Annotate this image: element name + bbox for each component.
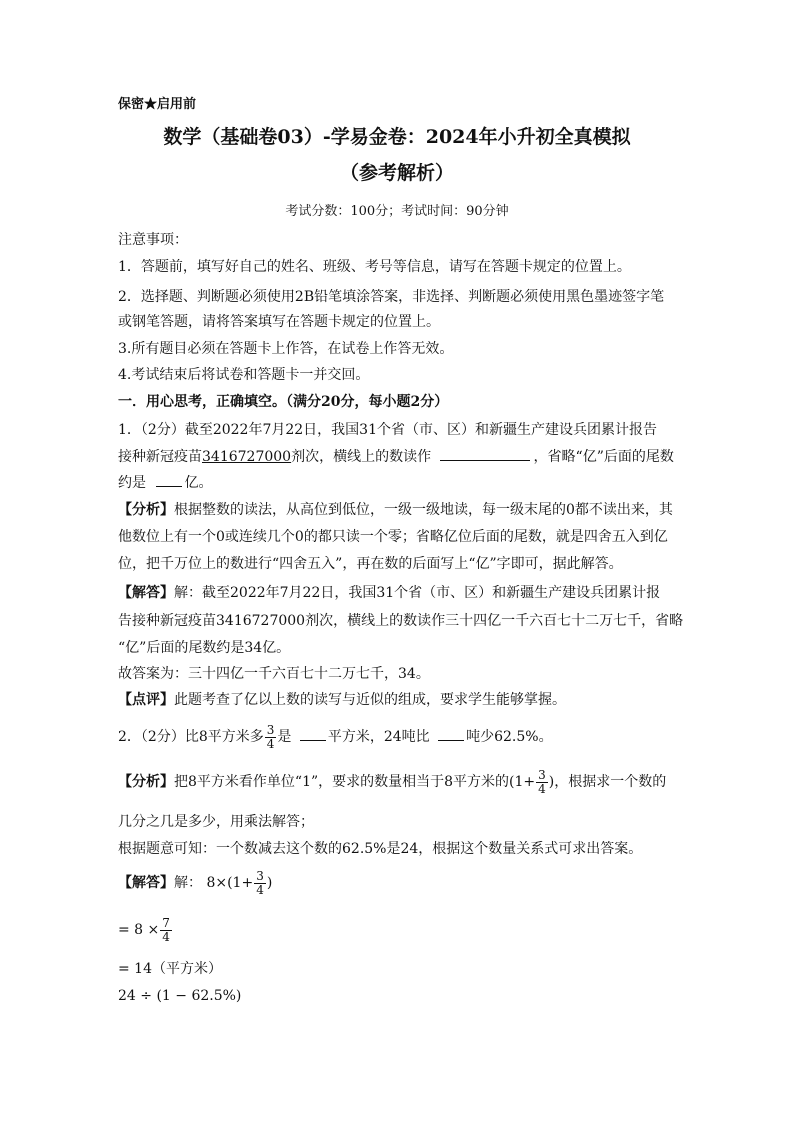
q2-text: 吨少62.5%。 — [466, 729, 553, 745]
q2-text: 平方米，24吨比 — [327, 729, 430, 745]
section-heading: 一．用心思考，正确填空。（满分20分，每小题2分） — [118, 394, 449, 410]
fraction: $\frac{3}{4}$ — [256, 868, 264, 897]
analysis-label: 【分析】 — [118, 774, 174, 790]
q1-solution-1 — [118, 584, 660, 602]
analysis-text: 把8平方米看作单位“1”，要求的数量相当于8平方米的 — [174, 774, 510, 790]
q1-text: 约是 — [118, 475, 146, 491]
math-expr: ) — [548, 774, 555, 790]
exam-info: 考试分数：100分；考试时间：90分钟 — [285, 204, 509, 219]
q1-text: 亿。 — [184, 475, 213, 491]
q1-answer: 故答案为：三十四亿一千六百七十二万七千，34。 — [118, 666, 430, 682]
answer-blank[interactable] — [300, 726, 326, 741]
note-3: 3.所有题目必须在答题卡上作答，在试卷上作答无效。 — [118, 341, 454, 357]
math-expr: ) — [266, 875, 273, 891]
q2-stem — [118, 722, 553, 752]
q1-number: 3416727000 — [202, 449, 292, 465]
q1-analysis-2: 他数位上有一个0或连续几个0的都只读一个零；省略亿位后面的尾数，就是四舍五入到亿 — [118, 529, 668, 545]
answer-blank[interactable] — [438, 726, 464, 741]
math-expr: (1+ — [509, 774, 536, 790]
notes-heading: 注意事项： — [118, 232, 188, 248]
confidential-mark: 保密★启用前 — [118, 97, 197, 112]
q2-step-4: 24 ÷ (1 − 62.5%) — [118, 988, 242, 1004]
q1-line-3 — [118, 472, 212, 492]
q1-solution-3: “亿”后面的尾数约是34亿。 — [118, 640, 291, 656]
note-2a: 2．选择题、判断题必须使用2B铅笔填涂答案，非选择、判断题必须使用黑色墨迹签字笔 — [118, 289, 665, 305]
q2-text: 是 — [277, 729, 292, 745]
solution-text: 解： — [174, 875, 202, 891]
q2-text: 2．（2分）比8平方米多 — [118, 729, 264, 745]
page-subtitle: （参考解析） — [339, 162, 454, 184]
analysis-text: ，根据求一个数的 — [554, 774, 667, 790]
answer-blank[interactable] — [440, 446, 530, 461]
answer-blank[interactable] — [156, 472, 182, 487]
comment-label: 【点评】 — [118, 692, 174, 708]
q1-analysis-1 — [118, 501, 673, 519]
q2-step-3: = 14（平方米） — [118, 961, 222, 977]
fraction: $\frac{3}{4}$ — [538, 767, 546, 796]
note-1: 1．答题前，填写好自己的姓名、班级、考号等信息，请写在答题卡规定的位置上。 — [118, 259, 631, 275]
q2-step-2 — [118, 915, 173, 945]
page-title: 数学（基础卷03）-学易金卷：2024年小升初全真模拟 — [163, 126, 631, 148]
math-expr: 8×(1+ — [206, 875, 254, 891]
q1-analysis-3: 位，把千万位上的数进行“四舍五入”，再在数的后面写上“亿”字即可，据此解答。 — [118, 556, 623, 572]
q1-text: 剂次，横线上的数读作 — [291, 449, 432, 465]
solution-text: 解：截至2022年7月22日，我国31个省（市、区）和新疆生产建设兵团累计报 — [174, 585, 661, 601]
q1-line-2 — [118, 446, 674, 466]
note-2b: 或钢笔答题，请将答案填写在答题卡规定的位置上。 — [118, 314, 440, 330]
q1-comment — [118, 691, 566, 709]
analysis-text: 根据整数的读法，从高位到低位，一级一级地读，每一级末尾的0都不读出来，其 — [174, 502, 673, 518]
q2-analysis-3: 根据题意可知：一个数减去这个数的62.5%是24，根据这个数量关系式可求出答案。 — [118, 841, 643, 857]
solution-label: 【解答】 — [118, 585, 174, 601]
analysis-label: 【分析】 — [118, 502, 174, 518]
math-expr: = 8 × — [118, 922, 160, 938]
solution-label: 【解答】 — [118, 875, 174, 891]
q1-solution-2: 告接种新冠疫苗3416727000剂次，横线上的数读作三十四亿一千六百七十二万七千，省略 — [118, 613, 684, 629]
q2-analysis-2: 几分之几是多少，用乘法解答； — [118, 814, 314, 830]
q1-line-1: 1．（2分）截至2022年7月22日，我国31个省（市、区）和新疆生产建设兵团累计报告 — [118, 422, 657, 438]
note-4: 4.考试结束后将试卷和答题卡一并交回。 — [118, 367, 370, 383]
q1-text: 接种新冠疫苗 — [118, 449, 202, 465]
q1-text: ，省略“亿”后面的尾数 — [533, 449, 674, 465]
fraction: $\frac{7}{4}$ — [162, 915, 170, 944]
q2-analysis-1 — [118, 767, 666, 797]
q2-solution — [118, 868, 272, 898]
comment-text: 此题考查了亿以上数的读写与近似的组成，要求学生能够掌握。 — [174, 692, 566, 708]
fraction: $\frac{3}{4}$ — [266, 722, 275, 751]
